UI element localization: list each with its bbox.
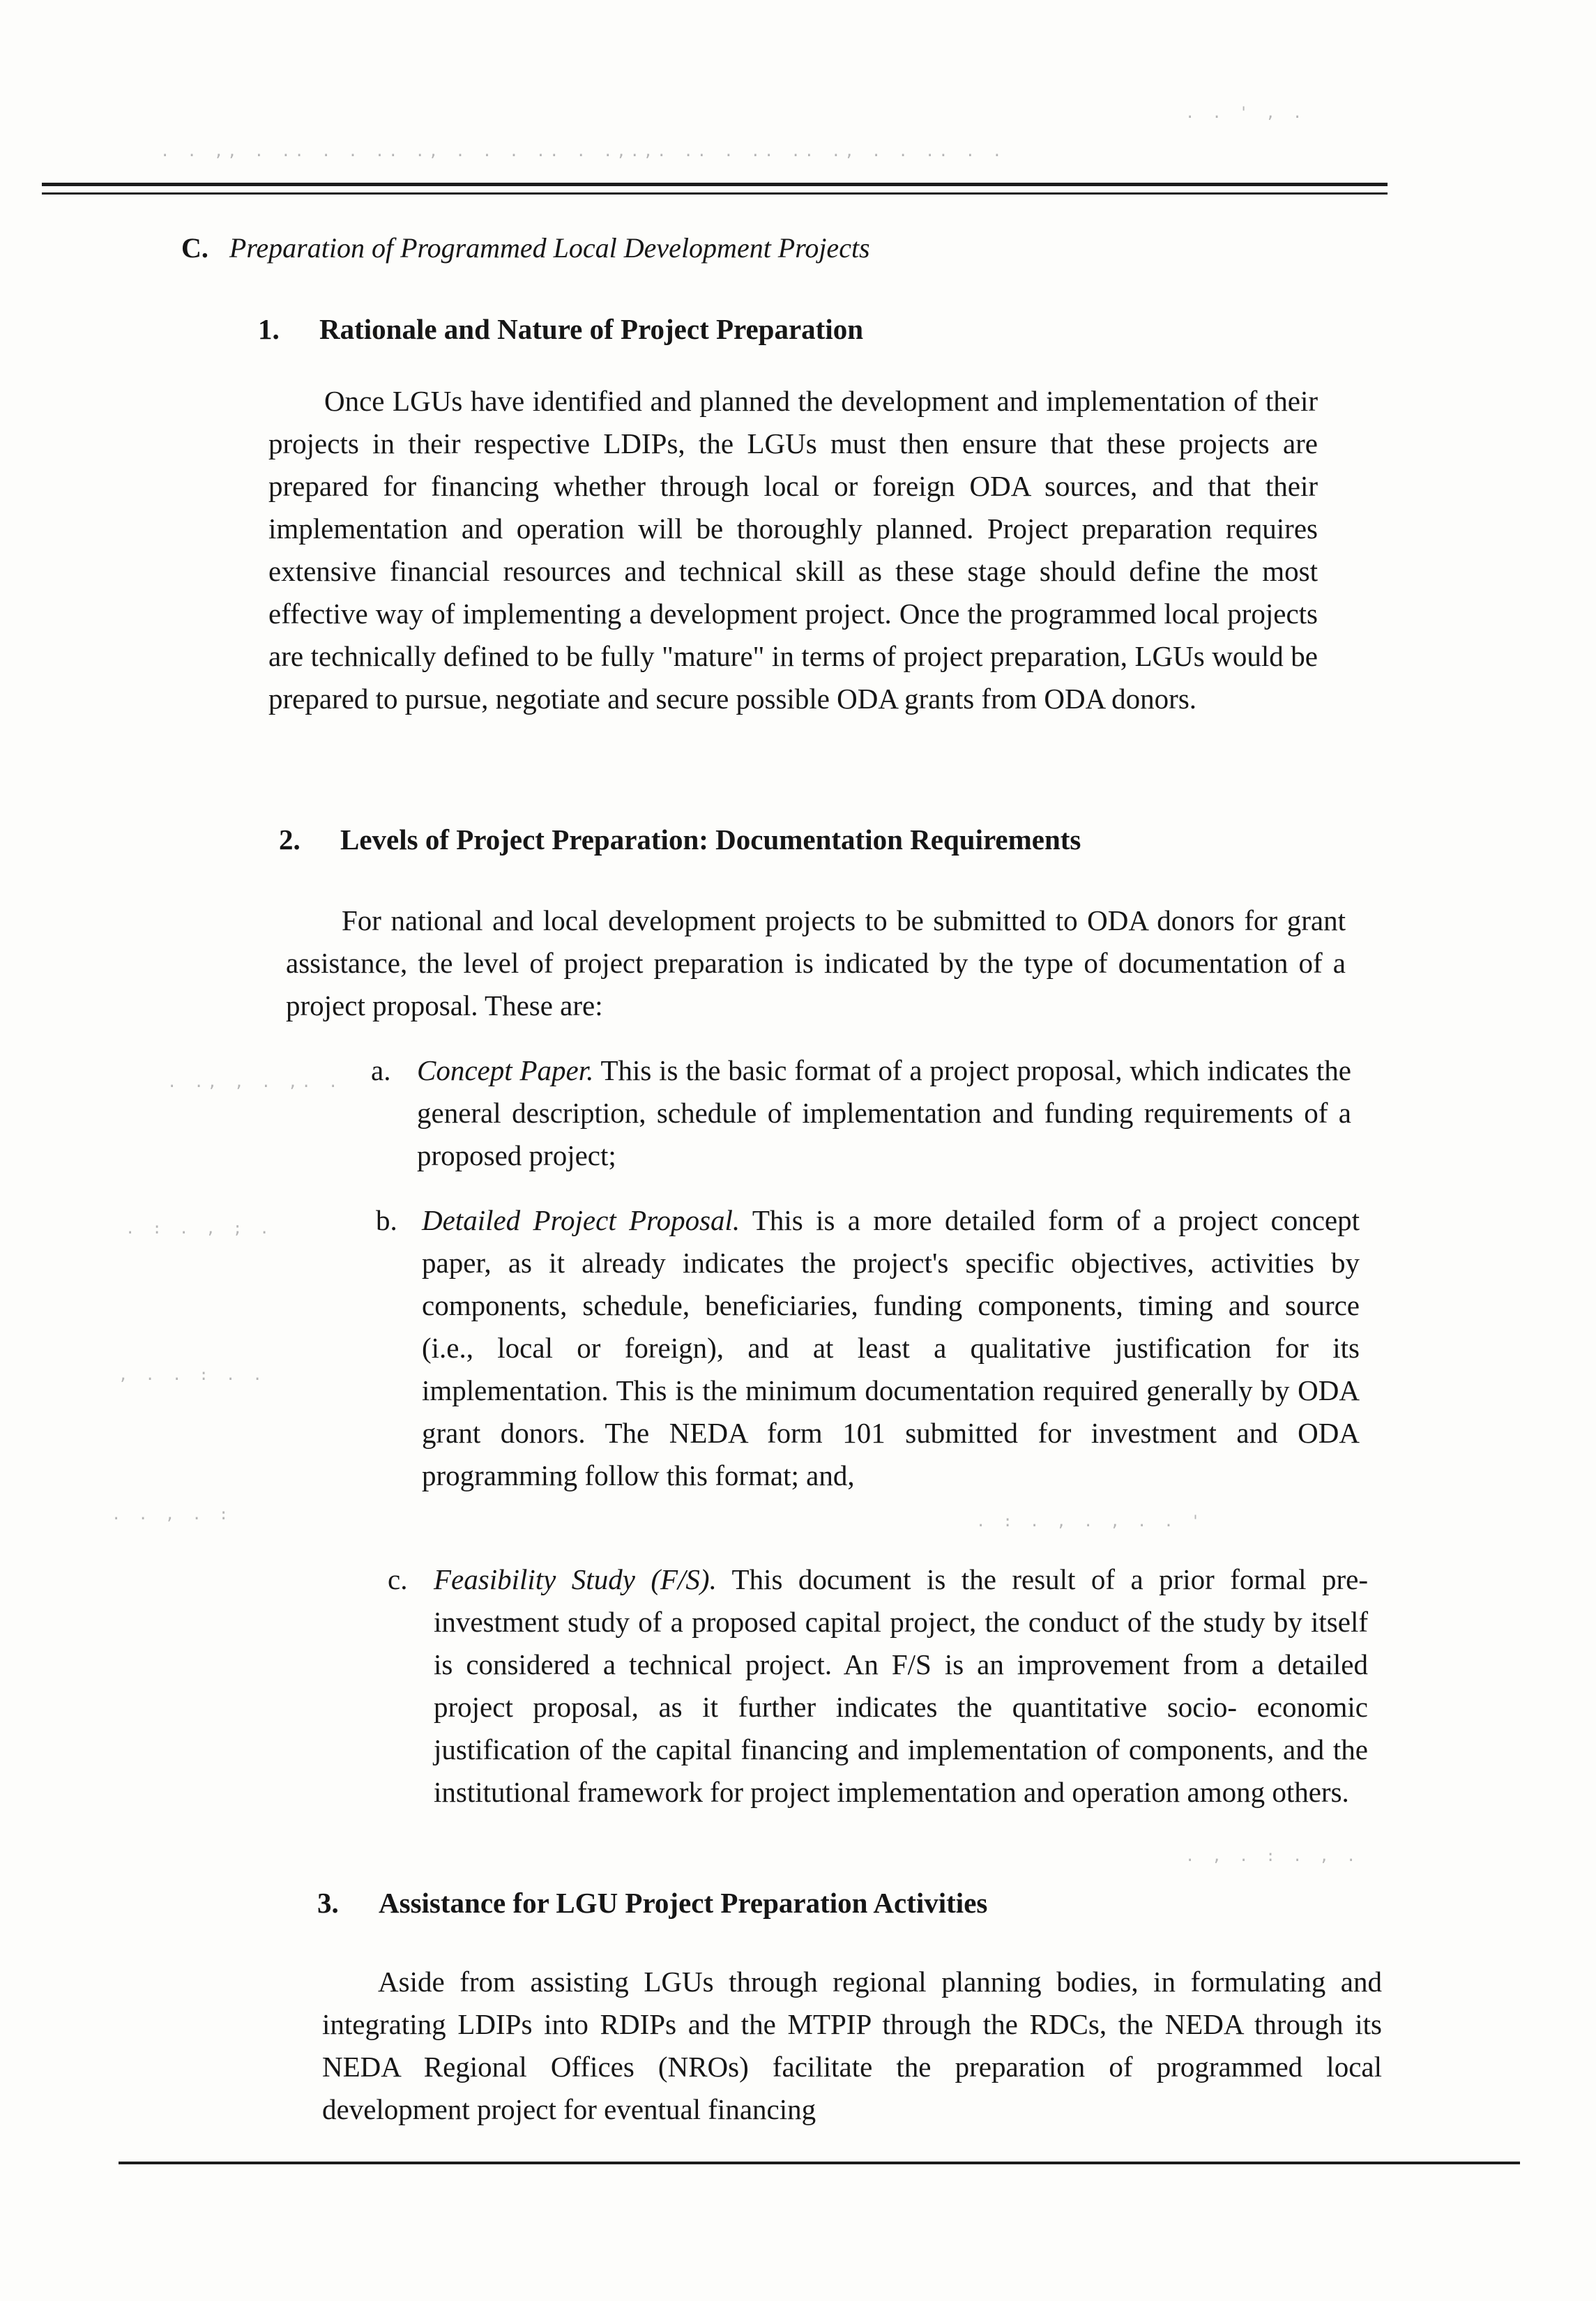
- subsection-title: Rationale and Nature of Project Preparation: [319, 313, 864, 345]
- scan-noise: . : . , . , . . ': [976, 1513, 1205, 1531]
- subsection-number: 1.: [258, 313, 280, 345]
- list-item: [371, 1049, 1351, 1177]
- list-item: [376, 1199, 1360, 1497]
- subsection-heading: [317, 1886, 987, 1920]
- list-item-letter: a.: [371, 1054, 391, 1086]
- list-item-text: This document is the result of a prior formal pre-investment study of a proposed capital project, the conduct of the study by itself is considered a technical project. An F/S is an improvement from a detailed project proposal, as it further indicates the quantitative socio- economic justification of the capital financing and implementation of components, and the institutional framework for project implementation and operation among others.: [434, 1563, 1368, 1808]
- list-item-letter: b.: [376, 1204, 397, 1236]
- subsection-heading: [258, 312, 863, 346]
- scan-noise: . ., , . ,. .: [167, 1074, 342, 1091]
- paragraph-text: Aside from assisting LGUs through regional planning bodies, in formulating and integrating LDIPs into RDIPs and the MTPIP through the RDCs, the NEDA through its NEDA Regional Offices (NROs) facilitate the preparation of programmed local development project for eventual financing: [322, 1966, 1382, 2125]
- list-item-term: Concept Paper.: [417, 1054, 594, 1086]
- scan-noise: . . , . :: [112, 1506, 233, 1524]
- paragraph: [268, 380, 1318, 720]
- subsection-number: 3.: [317, 1887, 339, 1919]
- list-item-text: This is the basic format of a project proposal, which indicates the general description, schedule of implementation and funding requirements of a proposed project;: [417, 1054, 1351, 1171]
- header-rule: [42, 183, 1388, 186]
- subsection-heading: [279, 823, 1081, 856]
- section-heading: [181, 231, 870, 264]
- paragraph: [286, 899, 1346, 1027]
- paragraph-text: For national and local development projects to be submitted to ODA donors for grant assistance, the level of project preparation is indicated by the type of documentation of a project proposal. These are:: [286, 904, 1346, 1022]
- paragraph: [322, 1961, 1382, 2131]
- subsection-number: 2.: [279, 823, 301, 856]
- scan-noise: . , . : . , .: [1185, 1848, 1360, 1865]
- list-item-term: Feasibility Study (F/S).: [434, 1563, 717, 1595]
- list-item: [388, 1558, 1368, 1814]
- section-title: Preparation of Programmed Local Development Projects: [229, 232, 870, 264]
- paragraph-text: Once LGUs have identified and planned the development and implementation of their projects in their respective LDIPs, the LGUs must then ensure that these projects are prepared for financing whether through local or foreign ODA sources, and that their implementation and operation will be thoroughly planned. Project preparation requires extensive financial resources and technical skill as these stage should define the most effective way of implementing a development project. Once the programmed local projects are technically defined to be fully "mature" in terms of project preparation, LGUs would be prepared to pursue, negotiate and secure possible ODA grants from ODA donors.: [268, 385, 1318, 715]
- scan-noise: . : . , ; .: [126, 1220, 273, 1238]
- scan-noise: , . . : . .: [119, 1367, 266, 1384]
- subsection-title: Levels of Project Preparation: Documentation Requirements: [340, 823, 1081, 856]
- list-item-text: This is a more detailed form of a project concept paper, as it already indicates the project's specific objectives, activities by components, schedule, beneficiaries, funding components, timing and source (i.e., local or foreign), and at least a qualitative justification for its implementation. This is the minimum documentation required generally by ODA grant donors. The NEDA form 101 submitted for investment and ODA programming follow this format; and,: [422, 1204, 1360, 1491]
- scan-noise: . . ' , .: [1185, 105, 1307, 122]
- footer-rule: [119, 2162, 1520, 2164]
- list-item-term: Detailed Project Proposal.: [422, 1204, 740, 1236]
- list-item-letter: c.: [388, 1563, 408, 1595]
- scan-noise: . . ,, . .. . . .. ., . . . .. . .,.,. .. . .. .. ., . . .. . .: [160, 143, 1006, 160]
- section-marker: C.: [181, 232, 208, 264]
- header-rule-thin: [42, 192, 1388, 195]
- subsection-title: Assistance for LGU Project Preparation Activities: [379, 1887, 988, 1919]
